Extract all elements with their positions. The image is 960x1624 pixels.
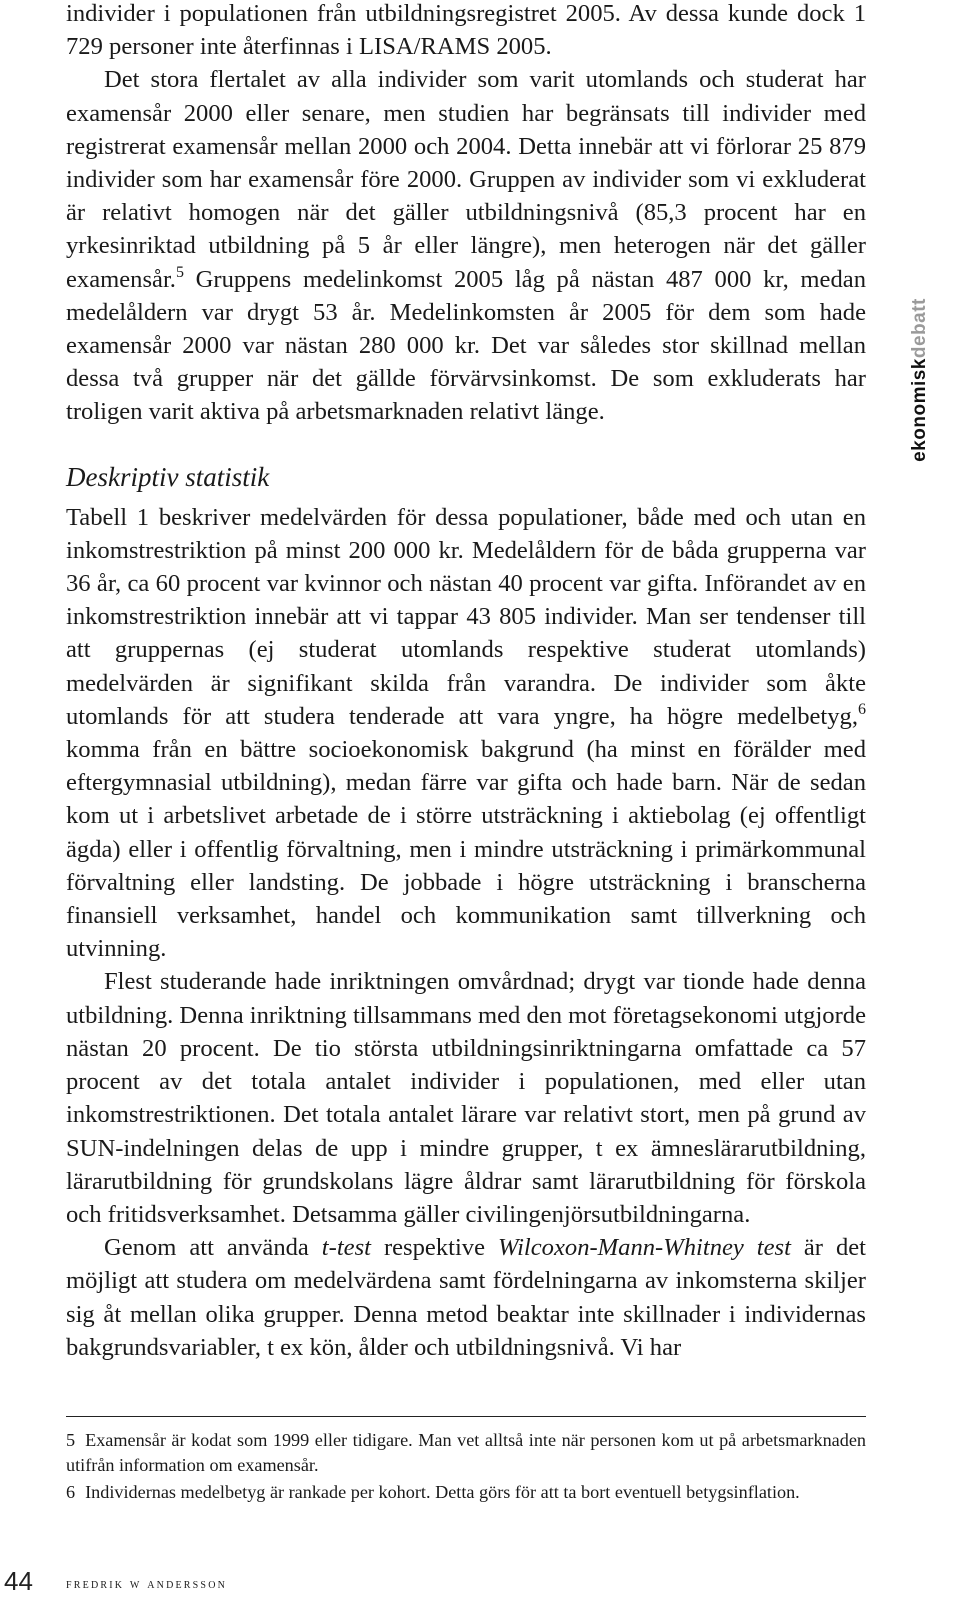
term-wilcoxon-test: Wilcoxon-Mann-Whitney test bbox=[497, 1234, 791, 1262]
term-t-test: t-test bbox=[321, 1234, 371, 1262]
footnote-6 bbox=[66, 1480, 866, 1505]
footnote-ref-6: 6 bbox=[858, 700, 866, 718]
paragraph-text: respektive bbox=[370, 1234, 498, 1262]
paragraph-excluded-group bbox=[66, 63, 866, 428]
footnote-text: Examensår är kodat som 1999 eller tidigare. Man vet alltså inte när personen kom ut på arbetsmarknaden utifrån information om examensår. bbox=[66, 1430, 866, 1475]
paragraph-text: är det möjligt att studera om medelvärdena samt fördelningarna av inkomsterna skiljer sig åt mellan olika grupper. Denna metod beaktar inte skillnader i individernas bakgrundsvariabler, t ex kön, ålder och utbildningsnivå. Vi har bbox=[66, 1234, 866, 1361]
paragraph-table-description bbox=[66, 501, 866, 966]
section-heading: Deskriptiv statistik bbox=[66, 461, 270, 492]
paragraph-education-orientation: Flest studerande hade inriktningen omvårdnad; drygt var tionde hade denna utbildning. Denna inriktning tillsammans med den mot företagsekonomi utgjorde nästan 20 procent. De tio största utbildningsinriktningarna omfattade ca 57 procent av det totala antalet individer i populationen, med eller utan inkomstrestriktionen. Det totala antalet lärare var relativt stort, men på grund av SUN-indelningen delas de upp i mindre grupper, t ex ämneslärarutbildning, lärarutbildning för grundskolans lägre åldrar samt lärarutbildning för förskola och fritidsverksamhet. Detsamma gäller civilingenjörsutbildningarna. bbox=[66, 968, 866, 1228]
running-footer-author: fredrik w andersson bbox=[66, 1577, 228, 1592]
paragraph-text: Genom att använda bbox=[104, 1234, 322, 1262]
footnote-ref-5: 5 bbox=[175, 263, 184, 281]
footnote-number: 6 bbox=[66, 1482, 76, 1502]
paragraph-text: Tabell 1 beskriver medelvärden för dessa populationer, både med och utan en inkomstrestriktion på minst 200 000 kr. Medelåldern för de båda grupperna var 36 år, ca 60 procent var kvinnor och nästan 40 procent var gifta. Införandet av en inkomstrestriktion innebär att vi tappar 43 805 individer. Man ser tendenser till att gruppernas (ej studerat utomlands respektive studerat utomlands) medelvärden är signifikant skilda från varandra. De individer som åkte utomlands för att studera tenderade att vara yngre, ha högre medelbetyg, bbox=[66, 503, 866, 730]
logo-text-ekonomisk: ekonomisk bbox=[909, 358, 930, 462]
paragraph-method bbox=[66, 1231, 866, 1364]
paragraph-continued: individer i populationen från utbildningsregistret 2005. Av dessa kunde dock 1 729 personer inte återfinnas i LISA/RAMS 2005. bbox=[66, 0, 866, 61]
paragraph-text: Gruppens medelinkomst 2005 låg på nästan 487 000 kr, medan medelåldern var drygt 53 år. Medelinkomsten år 2005 för dem som hade examensår 2000 var nästan 280 000 kr. Det var således stor skillnad mellan dessa två grupper när det gällde förvärvsinkomst. De som exkluderats har troligen varit aktiva på arbetsmarknaden relativt länge. bbox=[66, 265, 866, 426]
journal-logo bbox=[909, 298, 931, 462]
logo-text-debatt: debatt bbox=[909, 298, 930, 359]
paragraph-text: Det stora flertalet av alla individer som varit utomlands och studerat har examensår 2000 eller senare, men studien har begränsats till individer med registrerat examensår mellan 2000 och 2004. Detta innebär att vi förlorar 25 879 individer som har examensår före 2000. Gruppen av individer som vi exkluderat är relativt homogen när det gäller utbildningsnivå (85,3 procent har en yrkesinriktad utbildning på 5 år eller längre), men heterogen när det gäller examensår. bbox=[66, 66, 866, 293]
paragraph-text: komma från en bättre socioekonomisk bakgrund (ha minst en förälder med eftergymnasial utbildning), medan färre var gifta och hade barn. När de sedan kom ut i arbetslivet arbetade de i större utsträckning i aktiebolag (ej offentligt ägda) eller i offentlig förvaltning, men i mindre utsträckning i primärkommunal förvaltning eller landsting. De jobbade i högre utsträckning i branscherna finansiell verksamhet, handel och kommunikation samt tillverkning och utvinning. bbox=[66, 736, 866, 963]
footnote-text: Individernas medelbetyg är rankade per kohort. Detta görs för att ta bort eventuell betygsinflation. bbox=[85, 1482, 800, 1502]
footnote-divider bbox=[66, 1416, 866, 1417]
footnote-5 bbox=[66, 1428, 866, 1478]
footnotes bbox=[66, 1428, 866, 1507]
main-text-column bbox=[66, 0, 866, 1364]
page-number: 44 bbox=[4, 1566, 33, 1596]
footnote-number: 5 bbox=[66, 1430, 76, 1450]
